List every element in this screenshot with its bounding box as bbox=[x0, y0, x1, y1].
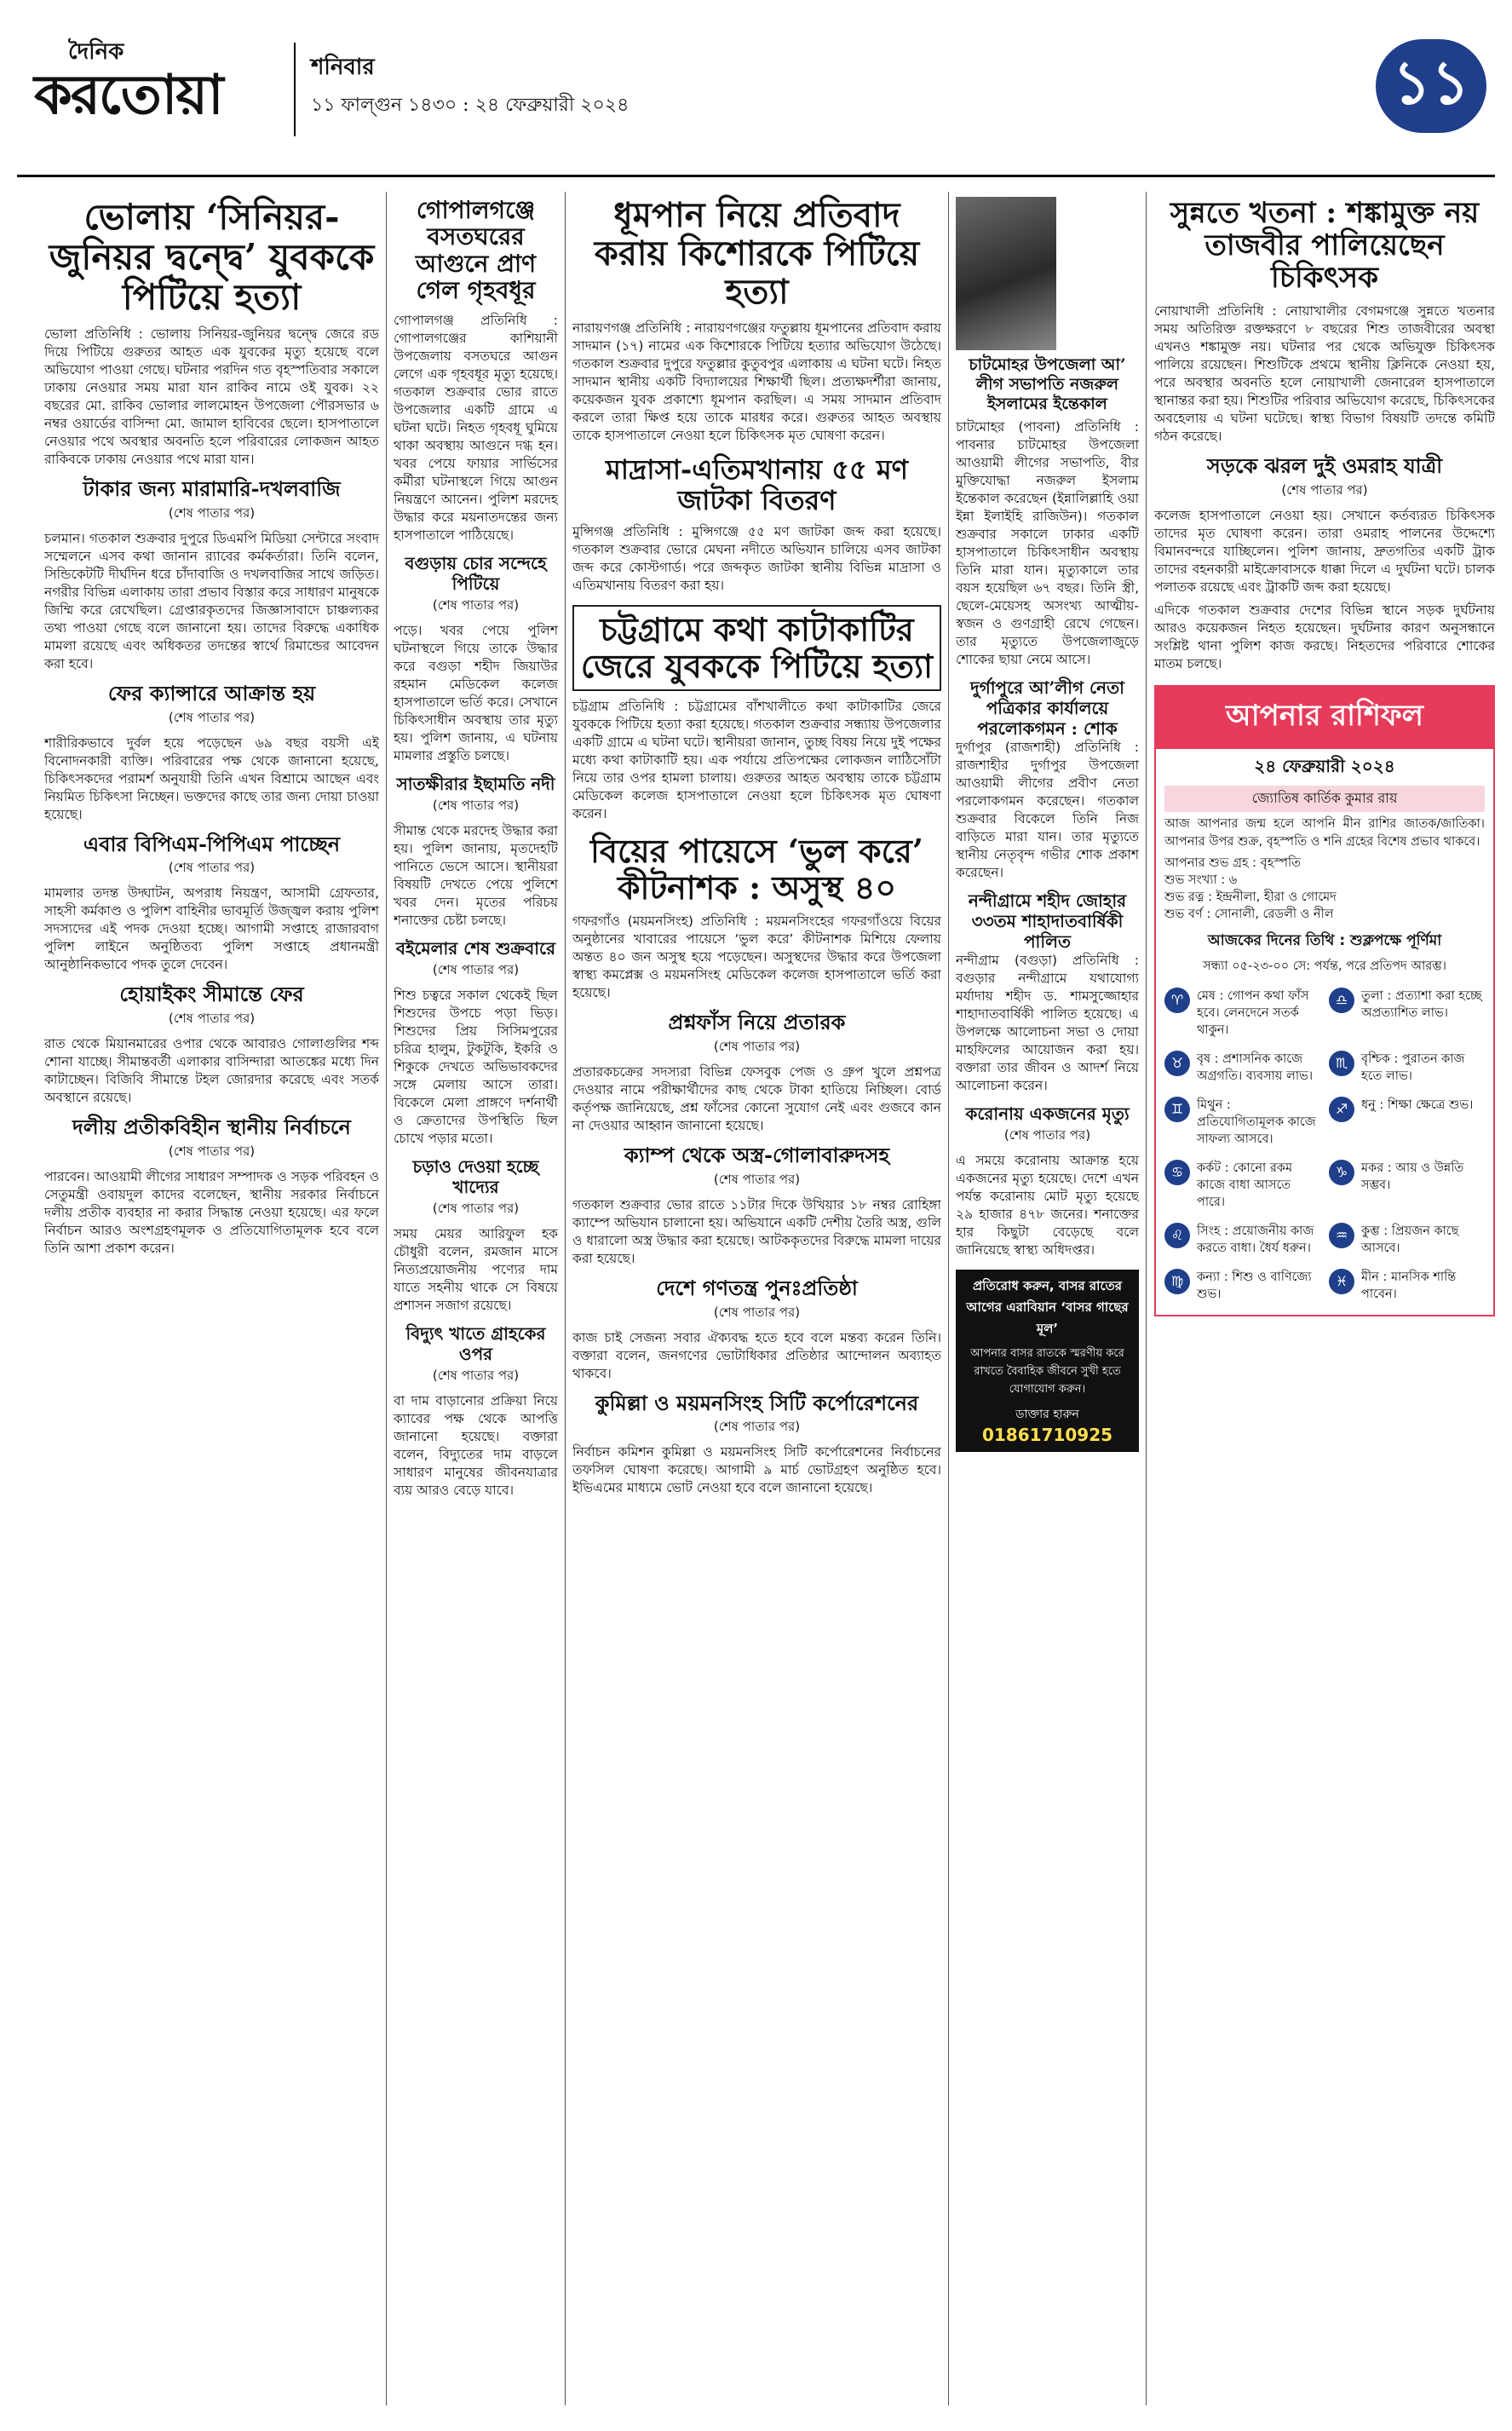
zodiac-text: ধনু : শিক্ষা ক্ষেত্রে শুভ। bbox=[1361, 1098, 1474, 1113]
continued-label: (শেষ পাতার পর) bbox=[713, 1039, 801, 1055]
article-body: কলেজ হাসপাতালে নেওয়া হয়। সেখানে কর্তব্যরত চিকিৎসক তাদের মৃত ঘোষণা করেন। তারা ওমরাহ পালনের উদ্দেশ্যে বিমানবন্দরে যাচ্ছিলেন। পুলিশ জানায়, দ্রুতগতির একটি ট্রাক তাদের বহনকারী মাইক্রোবাসকে ধাক্কা দিলে এ দুর্ঘটনা ঘটে। চালক পলাতক রয়েছে এবং ট্রাকটি জব্দ করা হয়েছে। bbox=[1154, 508, 1495, 596]
zodiac-text: মিথুন : প্রতিযোগিতামূলক কাজে সাফল্য আসবে। bbox=[1197, 1098, 1316, 1147]
zodiac-icon: ♏ bbox=[1329, 1051, 1354, 1076]
headline: বিয়ের পায়েসে ‘ভুল করে’ কীটনাশক : অসুস্থ ৪০ bbox=[590, 832, 923, 907]
article-body: মুন্সিগঞ্জ প্রতিনিধি : মুন্সিগঞ্জে ৫৫ মণ জাটকা জব্দ করা হয়েছে। গতকাল শুক্রবার ভোরে মেঘনা নদীতে অভিযান চালিয়ে এসব জাটকা জব্দ করে কোস্টগার্ড। পরে জব্দকৃত জাটকা স্থানীয় বিভিন্ন মাদ্রাসা ও এতিমখানায় বিতরণ করা হয়। bbox=[572, 524, 941, 594]
horoscope-author: জ্যোতিষ কার্তিক কুমার রায় bbox=[1164, 786, 1485, 812]
subheadline: নন্দীগ্রামে শহীদ জোহার ৩৩তম শাহাদাতবার্ষিকী পালিত bbox=[968, 890, 1127, 953]
article-body: নির্বাচন কমিশন কুমিল্লা ও ময়মনসিংহ সিটি কর্পোরেশনের নির্বাচনের তফসিল ঘোষণা করেছে। আগামী ৯ মার্চ ভোটগ্রহণ অনুষ্ঠিত হবে। ইভিএমের মাধ্যমে ভোট নেওয়া হবে বলে জানানো হয়েছে। bbox=[572, 1444, 941, 1496]
subheadline: টাকার জন্য মারামারি-দখলবাজি bbox=[83, 476, 341, 502]
continued-label: (শেষ পাতার পর) bbox=[713, 1171, 801, 1187]
subheadline: সাতক্ষীরার ইছামতি নদী bbox=[396, 774, 555, 795]
continued-label: (শেষ পাতার পর) bbox=[168, 1143, 256, 1160]
tithi-heading: আজকের দিনের তিথি : শুক্লপক্ষে পূর্ণিমা bbox=[1207, 932, 1442, 950]
zodiac-icon: ♎ bbox=[1329, 988, 1354, 1013]
continued-label: (শেষ পাতার পর) bbox=[713, 1304, 801, 1320]
horoscope-intro: আজ আপনার জন্ম হলে আপনি মীন রাশির জাতক/জাতিকা। আপনার উপর শুক্র, বৃহস্পতি ও শনি গ্রহের বিশেষ প্রভাব থাকবে। bbox=[1164, 817, 1485, 850]
column-1 bbox=[44, 192, 379, 2405]
logo-top: দৈনিক bbox=[68, 39, 124, 65]
article-body: এদিকে গতকাল শুক্রবার দেশের বিভিন্ন স্থানে সড়ক দুর্ঘটনায় আরও কয়েকজন নিহত হয়েছেন। দুর্ঘটনার কারণ অনুসন্ধানে সংশ্লিষ্ট থানা পুলিশ কাজ করছে। নিহতদের পরিবারে শোকের মাতম চলছে। bbox=[1154, 602, 1495, 672]
zodiac-text: বৃষ : প্রশাসনিক কাজে অগ্রগতি। ব্যবসায় লাভ। bbox=[1197, 1052, 1314, 1084]
article-body: নোয়াখালী প্রতিনিধি : নোয়াখালীর বেগমগঞ্জে সুন্নতে খতনার সময় অতিরিক্ত রক্তক্ষরণে ৮ বছরের শিশু তাজবীরের অবস্থা এখনও শঙ্কামুক্ত নয়। ঘটনার পর থেকে অভিযুক্ত চিকিৎসক পালিয়ে রয়েছেন। শিশুটিকে প্রথমে স্থানীয় ক্লিনিকে নেওয়া হয়, পরে অবস্থার অবনতি হলে নোয়াখালী জেনারেল হাসপাতালে স্থানান্তর করা হয়। শিশুটির পরিবার অভিযোগ করেছে, চিকিৎসকের অবহেলায় এ ঘটনা ঘটেছে। স্বাস্থ্য বিভাগ বিষয়টি তদন্তে কমিটি গঠন করেছে। bbox=[1154, 303, 1495, 445]
zodiac-icon: ♍ bbox=[1164, 1269, 1190, 1294]
page-number-badge: ১১ bbox=[1376, 39, 1486, 133]
masthead-divider bbox=[294, 43, 296, 136]
zodiac-item bbox=[1164, 1097, 1320, 1148]
ad-body: আপনার বাসর রাতকে স্মরণীয় করে রাখতে বৈবাহিক জীবনে সুখী হতে যোগাযোগ করুন। bbox=[970, 1347, 1124, 1397]
zodiac-text: তুলা : প্রত্যাশা করা হচ্ছে অপ্রত্যাশিত লাভ। bbox=[1361, 989, 1482, 1021]
zodiac-grid bbox=[1156, 982, 1493, 1308]
article-body: রাত থেকে মিয়ানমারের ওপার থেকে আবারও গোলাগুলির শব্দ শোনা যাচ্ছে। সীমান্তবর্তী এলাকার বাসিন্দারা আতঙ্কের মধ্যে দিন কাটাচ্ছেন। বিজিবি সীমান্তে টহল জোরদার করেছে এবং সতর্ক অবস্থানে রয়েছে। bbox=[44, 1036, 379, 1106]
column-3 bbox=[572, 192, 941, 2405]
article-body: গতকাল শুক্রবার ভোর রাতে ১১টার দিকে উখিয়ার ১৮ নম্বর রোহিঙ্গা ক্যাম্পে অভিযান চালানো হয়। অভিযানে একটি দেশীয় তৈরি অস্ত্র, গুলি ও ধারালো অস্ত্র উদ্ধার করা হয়েছে। আটককৃতদের বিরুদ্ধে মামলা দায়ের করা হয়েছে। bbox=[572, 1196, 941, 1266]
continued-label: (শেষ পাতার পর) bbox=[168, 1011, 256, 1027]
zodiac-icon: ♊ bbox=[1164, 1097, 1190, 1122]
zodiac-icon: ♌ bbox=[1164, 1223, 1190, 1248]
article-body: বা দাম বাড়ানোর প্রক্রিয়া নিয়ে ক্যাবের পক্ষ থেকে আপত্তি জানানো হয়েছে। বক্তারা বলেন, বিদ্যুতের দাম বাড়লে সাধারণ মানুষের জীবনযাত্রার ব্যয় আরও বেড়ে যাবে। bbox=[394, 1393, 558, 1499]
continued-label: (শেষ পাতার পর) bbox=[168, 860, 256, 876]
article-body: প্রতারকচক্রের সদস্যরা বিভিন্ন ফেসবুক পেজ ও গ্রুপ খুলে প্রশ্নপত্র দেওয়ার নামে পরীক্ষার্থীদের কাছ থেকে টাকা হাতিয়ে নিচ্ছিল। বোর্ড কর্তৃপক্ষ জানিয়েছে, প্রশ্ন ফাঁসের কোনো সুযোগ নেই এবং গুজবে কান না দেওয়ার আহ্বান জানানো হয়েছে। bbox=[572, 1064, 941, 1134]
zodiac-text: মেষ : গোপন কথা ফাঁস হবে। লেনদেনে সতর্ক থাকুন। bbox=[1197, 989, 1309, 1038]
zodiac-icon: ♒ bbox=[1329, 1223, 1354, 1248]
zodiac-item bbox=[1329, 1097, 1485, 1148]
subheadline: দুর্গাপুরে আ’লীগ নেতা পত্রিকার কার্যালয়ে পরলোকগমন : শোক bbox=[970, 677, 1124, 740]
subheadline: প্রশ্নফাঁস নিয়ে প্রতারক bbox=[668, 1010, 846, 1035]
article-body: দুর্গাপুর (রাজশাহী) প্রতিনিধি : রাজশাহীর দুর্গাপুর উপজেলা আওয়ামী লীগের প্রবীণ নেতা পরলোকগমন করেছেন। গতকাল শুক্রবার বিকেলে তিনি নিজ বাড়িতে মারা যান। তার মৃত্যুতে স্থানীয় নেতৃবৃন্দ গভীর শোক প্রকাশ করেছেন। bbox=[956, 740, 1139, 881]
zodiac-item bbox=[1329, 1160, 1485, 1211]
continued-label: (শেষ পাতার পর) bbox=[168, 709, 256, 725]
column-2 bbox=[394, 192, 558, 2405]
zodiac-item bbox=[1329, 1223, 1485, 1257]
photo-caption: চাটমোহর উপজেলা আ’ লীগ সভাপতি নজরুল ইসলামের ইন্তেকাল bbox=[969, 355, 1126, 413]
subheadline: হোয়াইকং সীমান্তে ফের bbox=[119, 982, 304, 1007]
zodiac-text: কুম্ভ : প্রিয়জন কাছে আসবে। bbox=[1361, 1224, 1459, 1256]
subheadline: চড়াও দেওয়া হচ্ছে খাদ্যের bbox=[412, 1156, 539, 1198]
subheadline: বগুড়ায় চোর সন্দেহে পিটিয়ে bbox=[405, 553, 547, 595]
zodiac-item bbox=[1164, 1160, 1320, 1211]
subheadline: দলীয় প্রতীকবিহীন স্থানীয় নির্বাচনে bbox=[72, 1115, 351, 1140]
headline: মাদ্রাসা-এতিমখানায় ৫৫ মণ জাটকা বিতরণ bbox=[605, 453, 909, 517]
portrait-photo bbox=[956, 197, 1056, 350]
article-body: ভোলা প্রতিনিধি : ভোলায় সিনিয়র-জুনিয়র দ্বন্দ্বে জেরে রড দিয়ে পিটিয়ে গুরুতর আহত এক যুবকের মৃত্যু হয়েছে বলে অভিযোগ পাওয়া গেছে। ঘটনার পরদিন গত বৃহস্পতিবার সকালে ঢাকায় নেওয়ার সময় মারা যান রাকিব নামে ওই যুবক। ২২ বছরের মো. রাকিব ভোলার লালমোহন উপজেলা পৌরসভার ৬ নম্বর ওয়ার্ডের বাসিন্দা মো. জামাল হাবিবের ছেলে। হাসপাতালে নেওয়ার পথে অবস্থার অবনতি হলে পরিবারের লোকজন আহত রাকিবকে ঢাকায় নেওয়ার পথে মারা যান। bbox=[44, 326, 379, 468]
zodiac-item bbox=[1329, 1269, 1485, 1303]
subheadline: বিদ্যুৎ খাতে গ্রাহকের ওপর bbox=[405, 1323, 546, 1365]
article-body: নারায়ণগঞ্জ প্রতিনিধি : নারায়ণগঞ্জের ফতুল্লায় ধূমপানের প্রতিবাদ করায় সাদমান (১৭) নামের এক কিশোরকে পিটিয়ে হত্যার অভিযোগ উঠেছে। গতকাল শুক্রবার দুপুরে ফতুল্লার কুতুবপুর এলাকায় এ ঘটনা ঘটে। নিহত সাদমান স্থানীয় একটি বিদ্যালয়ের শিক্ষার্থী ছিল। প্রত্যক্ষদর্শীরা জানায়, কয়েকজন যুবক প্রকাশ্যে ধূমপান করছিল। এ সময় সাদমান প্রতিবাদ করলে তারা ক্ষিপ্ত হয়ে তাকে মারধর করে। গুরুতর আহত অবস্থায় তাকে হাসপাতালে নেওয়া হলে চিকিৎসক মৃত ঘোষণা করেন। bbox=[572, 320, 941, 444]
continued-label: (শেষ পাতার পর) bbox=[432, 597, 520, 614]
article-body: এ সময়ে করোনায় আক্রান্ত হয়ে একজনের মৃত্যু হয়েছে। দেশে এখন পর্যন্ত করোনায় মোট মৃত্যু হয়েছে ২৯ হাজার ৪৭৮ জনের। শনাক্তের হার কিছুটা বেড়েছে বলে জানিয়েছে স্বাস্থ্য অধিদপ্তর। bbox=[956, 1153, 1139, 1259]
fact-item: শুভ সংখ্যা : ৬ bbox=[1164, 873, 1238, 888]
subheadline: দেশে গণতন্ত্র পুনঃপ্রতিষ্ঠা bbox=[656, 1275, 858, 1300]
zodiac-item bbox=[1164, 1051, 1320, 1085]
article-body: চাটমোহর (পাবনা) প্রতিনিধি : পাবনার চাটমোহর উপজেলা আওয়ামী লীগের সভাপতি, বীর মুক্তিযোদ্ধা নজরুল ইসলাম ইন্তেকাল করেছেন (ইন্নালিল্লাহি ওয়া ইন্না ইলাইহি রাজিউন)। গতকাল শুক্রবার সকালে ঢাকার একটি হাসপাতালে চিকিৎসাধীন অবস্থায় তিনি মারা যান। মৃত্যুকালে তার বয়স হয়েছিল ৬৭ বছর। তিনি স্ত্রী, ছেলে-মেয়েসহ অসংখ্য আত্মীয়-স্বজন ও গুণগ্রাহী রেখে গেছেন। তার মৃত্যুতে উপজেলাজুড়ে শোকের ছায়া নেমে আসে। bbox=[956, 419, 1139, 668]
subheadline: ক্যাম্প থেকে অস্ত্র-গোলাবারুদসহ bbox=[624, 1143, 890, 1168]
fact-item: আপনার শুভ গ্রহ : বৃহস্পতি bbox=[1164, 856, 1302, 871]
headline: গোপালগঞ্জে বসতঘরের আগুনে প্রাণ গেল গৃহবধূর bbox=[415, 196, 537, 305]
column-5 bbox=[1154, 192, 1495, 2405]
subheadline: সড়কে ঝরল দুই ওমরাহ যাত্রী bbox=[1206, 453, 1443, 479]
continued-label: (শেষ পাতার পর) bbox=[1281, 482, 1368, 498]
zodiac-icon: ♈ bbox=[1164, 988, 1190, 1013]
ad-phone: 01861710925 bbox=[981, 1425, 1113, 1446]
zodiac-icon: ♑ bbox=[1329, 1160, 1354, 1185]
article-body: শারীরিকভাবে দুর্বল হয়ে পড়েছেন ৬৯ বছর বয়সী এই বিনোদনকারী ব্যক্তি। পরিবারের পক্ষ থেকে জানানো হয়েছে, চিকিৎসকদের পরামর্শ অনুযায়ী তিনি এখন বিশ্রামে আছেন এবং নিয়মিত চিকিৎসা নিচ্ছেন। ভক্তদের কাছে তার জন্য দোয়া চাওয়া হয়েছে। bbox=[44, 734, 379, 822]
continued-label: (শেষ পাতার পর) bbox=[432, 1368, 520, 1384]
horoscope-facts bbox=[1156, 851, 1493, 926]
horoscope-date: ২৪ ফেব্রুয়ারী ২০২৪ bbox=[1254, 756, 1395, 777]
zodiac-text: কন্যা : শিশু ও বাণিজ্যে শুভ। bbox=[1197, 1270, 1312, 1302]
zodiac-text: সিংহ : প্রয়োজনীয় কাজ করতে বাধা। ধৈর্য ধরুন। bbox=[1197, 1224, 1314, 1256]
article-body: সময় মেয়র আরিফুল হক চৌধুরী বলেন, রমজান মাসে নিত্যপ্রয়োজনীয় পণ্যের দাম যাতে সহনীয় থাকে সে বিষয়ে প্রশাসন সজাগ রয়েছে। bbox=[394, 1226, 558, 1314]
horoscope-box bbox=[1154, 685, 1495, 1316]
column-rule bbox=[386, 192, 387, 2405]
article-body: গোপালগঞ্জ প্রতিনিধি : গোপালগঞ্জের কাশিয়ানী উপজেলায় বসতঘরে আগুন লেগে এক গৃহবধূর মৃত্যু হয়েছে। গতকাল শুক্রবার ভোর রাতে উপজেলার একটি গ্রামে এ ঘটনা ঘটে। নিহত গৃহবধূ ঘুমিয়ে থাকা অবস্থায় আগুনে দগ্ধ হন। খবর পেয়ে ফায়ার সার্ভিসের কর্মীরা ঘটনাস্থলে গিয়ে আগুন নিয়ন্ত্রণে আনেন। পুলিশ মরদেহ উদ্ধার করে ময়নাতদন্তের জন্য হাসপাতালে পাঠিয়েছে। bbox=[394, 313, 558, 544]
fact-item: শুভ বর্ণ : সোনালী, রেডলী ও নীল bbox=[1164, 907, 1334, 922]
zodiac-text: মকর : আয় ও উন্নতি সম্ভব। bbox=[1361, 1161, 1464, 1193]
continued-label: (শেষ পাতার পর) bbox=[1003, 1127, 1091, 1143]
subheadline: কুমিল্লা ও ময়মনসিংহ সিটি কর্পোরেশনের bbox=[595, 1390, 919, 1415]
zodiac-icon: ♓ bbox=[1329, 1269, 1354, 1294]
article-body: চট্টগ্রাম প্রতিনিধি : চট্টগ্রামের বাঁশখালীতে কথা কাটাকাটির জেরে যুবককে পিটিয়ে হত্যা করা হয়েছে। গতকাল শুক্রবার সন্ধ্যায় উপজেলার একটি গ্রামে এ ঘটনা ঘটে। স্থানীয়রা জানান, তুচ্ছ বিষয় নিয়ে দুই পক্ষের মধ্যে কথা কাটাকাটি হয়। এক পর্যায়ে প্রতিপক্ষের লোকজন লাঠিসোঁটা নিয়ে তার ওপর হামলা চালায়। গুরুতর আহত অবস্থায় তাকে চট্টগ্রাম মেডিকেল কলেজ হাসপাতালে নেওয়া হলে চিকিৎসক মৃত ঘোষণা করেন। bbox=[572, 699, 941, 822]
headline: ধূমপান নিয়ে প্রতিবাদ করায় কিশোরকে পিটিয়ে হত্যা bbox=[594, 195, 920, 312]
article-body: পারবেন। আওয়ামী লীগের সাধারণ সম্পাদক ও সড়ক পরিবহন ও সেতুমন্ত্রী ওবায়দুল কাদের বলেছেন, স্থানীয় সরকার নির্বাচনে দলীয় প্রতীক ব্যবহার না করার সিদ্ধান্ত নেওয়া হয়েছে। এর ফলে নির্বাচন আরও অংশগ্রহণমূলক ও প্রতিযোগিতামূলক হবে বলে তিনি আশা প্রকাশ করেন। bbox=[44, 1169, 379, 1257]
continued-label: (শেষ পাতার পর) bbox=[168, 504, 256, 521]
ad-contact-label: ডাক্তার হারুন bbox=[1015, 1408, 1079, 1422]
fact-item: শুভ রত্ন : ইন্দ্রনীলা, হীরা ও গোমেদ bbox=[1164, 890, 1337, 905]
masthead bbox=[17, 24, 1495, 169]
article-body: পড়ে। খবর পেয়ে পুলিশ ঘটনাস্থলে গিয়ে তাকে উদ্ধার করে বগুড়া শহীদ জিয়াউর রহমান মেডিকেল কলেজ হাসপাতালে ভর্তি করে। সেখানে চিকিৎসাধীন অবস্থায় তার মৃত্যু হয়। পুলিশ জানায়, এ ঘটনায় মামলার প্রস্তুতি চলছে। bbox=[394, 623, 558, 764]
article-body: সীমান্ত থেকে মরদেহ উদ্ধার করা হয়। পুলিশ জানায়, মৃতদেহটি পানিতে ভেসে আসে। স্থানীয়রা বিষয়টি দেখতে পেয়ে পুলিশে খবর দেন। মৃতের পরিচয় শনাক্তের চেষ্টা চলছে। bbox=[394, 823, 558, 929]
zodiac-text: বৃশ্চিক : পুরাতন কাজ হতে লাভ। bbox=[1361, 1052, 1465, 1084]
headline: ভোলায় ‘সিনিয়র-জুনিয়র দ্বন্দ্বে’ যুবককে পিটিয়ে হত্যা bbox=[49, 196, 375, 319]
date-label: ১১ ফাল্গুন ১৪৩০ : ২৪ ফেব্রুয়ারী ২০২৪ bbox=[311, 95, 630, 116]
zodiac-item bbox=[1329, 1051, 1485, 1085]
continued-label: (শেষ পাতার পর) bbox=[713, 1419, 801, 1435]
zodiac-item bbox=[1164, 1269, 1320, 1303]
zodiac-icon: ♉ bbox=[1164, 1051, 1190, 1076]
logo-main: করতোয়া bbox=[34, 63, 222, 127]
headline: চট্টগ্রামে কথা কাটাকাটির জেরে যুবককে পিটিয়ে হত্যা bbox=[572, 605, 941, 691]
day-label: শনিবার bbox=[311, 55, 375, 80]
zodiac-item bbox=[1329, 988, 1485, 1039]
zodiac-item bbox=[1164, 988, 1320, 1039]
zodiac-text: কর্কট : কোনো রকম কাজে বাধা আসতে পারে। bbox=[1197, 1161, 1292, 1210]
column-4 bbox=[956, 192, 1139, 2405]
zodiac-icon: ♋ bbox=[1164, 1160, 1190, 1185]
advertisement bbox=[956, 1270, 1139, 1452]
continued-label: (শেষ পাতার পর) bbox=[432, 798, 520, 814]
headline: সুন্নতে খতনা : শঙ্কামুক্ত নয় তাজবীর পালিয়েছেন চিকিৎসক bbox=[1170, 196, 1480, 296]
subheadline: বইমেলার শেষ শুক্রবারে bbox=[395, 938, 556, 959]
continued-label: (শেষ পাতার পর) bbox=[432, 962, 520, 978]
column-rule bbox=[1146, 192, 1147, 2405]
continued-label: (শেষ পাতার পর) bbox=[432, 1201, 520, 1217]
zodiac-item bbox=[1164, 1223, 1320, 1257]
column-rule bbox=[565, 192, 566, 2405]
horoscope-title: আপনার রাশিফল bbox=[1156, 687, 1493, 749]
masthead-rule bbox=[17, 175, 1495, 177]
article-body: কাজ চাই সেজন্য সবার ঐক্যবদ্ধ হতে হবে বলে মন্তব্য করেন তিনি। বক্তারা বলেন, জনগণের ভোটাধিকার প্রতিষ্ঠার আন্দোলন অব্যাহত থাকবে। bbox=[572, 1329, 941, 1381]
subheadline: করোনায় একজনের মৃত্যু bbox=[965, 1103, 1130, 1125]
article-body: চলমান। গতকাল শুক্রবার দুপুরে ডিএমপি মিডিয়া সেন্টারে সংবাদ সম্মেলনে এসব কথা জানান র‍্যাবের কর্মকর্তারা। তিনি বলেন, সিন্ডিকেটটি দীর্ঘদিন ধরে চাঁদাবাজি ও দখলবাজির সাথে জড়িত। নগরীর বিভিন্ন এলাকায় তারা প্রভাব বিস্তার করে সাধারণ মানুষকে জিম্মি করে রেখেছিল। গ্রেপ্তারকৃতদের জিজ্ঞাসাবাদে চাঞ্চল্যকর তথ্য পাওয়া গেছে বলে জানানো হয়। তাদের বিরুদ্ধে একাধিক মামলা রয়েছে এবং অধিকতর তদন্তের স্বার্থে রিমান্ডের আবেদন করা হবে। bbox=[44, 530, 379, 671]
article-body: শিশু চত্বরে সকাল থেকেই ছিল শিশুদের উপচে পড়া ভিড়। শিশুদের প্রিয় সিসিমপুরের চরিত্র হালুম, টুকটুকি, ইকরি ও শিকুকে দেখতে অভিভাবকদের সঙ্গে মেলায় আসে তারা। বিকেলে মেলা প্রাঙ্গণে দর্শনার্থী ও ক্রেতাদের উপস্থিতি ছিল চোখে পড়ার মতো। bbox=[394, 988, 558, 1147]
article-body: গফরগাঁও (ময়মনসিংহ) প্রতিনিধি : ময়মনসিংহের গফরগাঁওয়ে বিয়ের অনুষ্ঠানের খাবারের পায়েসে ‘ভুল করে’ কীটনাশক মিশিয়ে ফেলায় অন্তত ৪০ জন অসুস্থ হয়ে পড়েছেন। অসুস্থদের উদ্ধার করে উপজেলা স্বাস্থ্য কমপ্লেক্স ও ময়মনসিংহ মেডিকেল কলেজ হাসপাতালে ভর্তি করা হয়েছে। bbox=[572, 913, 941, 1001]
article-body: মামলার তদন্ত উদ্ঘাটন, অপরাধ নিয়ন্ত্রণ, আসামী গ্রেফতার, সাহসী কর্মকাণ্ড ও পুলিশ বাহিনীর ভাবমূর্তি উজ্জ্বল করায় পুলিশ সদস্যদের এই পদক দেওয়া হচ্ছে। আগামী সপ্তাহে রাজারবাগ পুলিশ লাইনে অনুষ্ঠিতব্য পুলিশ সপ্তাহে প্রধানমন্ত্রী আনুষ্ঠানিকভাবে পদক তুলে দেবেন। bbox=[44, 885, 379, 973]
zodiac-icon: ♐ bbox=[1329, 1097, 1354, 1122]
article-body: নন্দীগ্রাম (বগুড়া) প্রতিনিধি : বগুড়ার নন্দীগ্রামে যথাযোগ্য মর্যাদায় শহীদ ড. শামসুজ্জোহার শাহাদাতবার্ষিকী পালিত হয়েছে। এ উপলক্ষে আলোচনা সভা ও দোয়া মাহফিলের আয়োজন করা হয়। বক্তারা তার জীবন ও আদর্শ নিয়ে আলোচনা করেন। bbox=[956, 953, 1139, 1094]
subheadline: ফের ক্যান্সারে আক্রান্ত হয় bbox=[107, 680, 316, 706]
zodiac-text: মীন : মানসিক শান্তি পাবেন। bbox=[1361, 1270, 1457, 1302]
ad-title: প্রতিরোধ করুন, বাসর রাতের আগের এরাবিয়ান ‘বাসর গাছের মূল’ bbox=[966, 1278, 1129, 1337]
tithi-time: সন্ধ্যা ০৫-২৩-০০ সে: পর্যন্ত, পরে প্রতিপদ আরম্ভ। bbox=[1203, 959, 1446, 974]
subheadline: এবার বিপিএম-পিপিএম পাচ্ছেন bbox=[83, 831, 341, 856]
column-rule bbox=[948, 192, 949, 2405]
